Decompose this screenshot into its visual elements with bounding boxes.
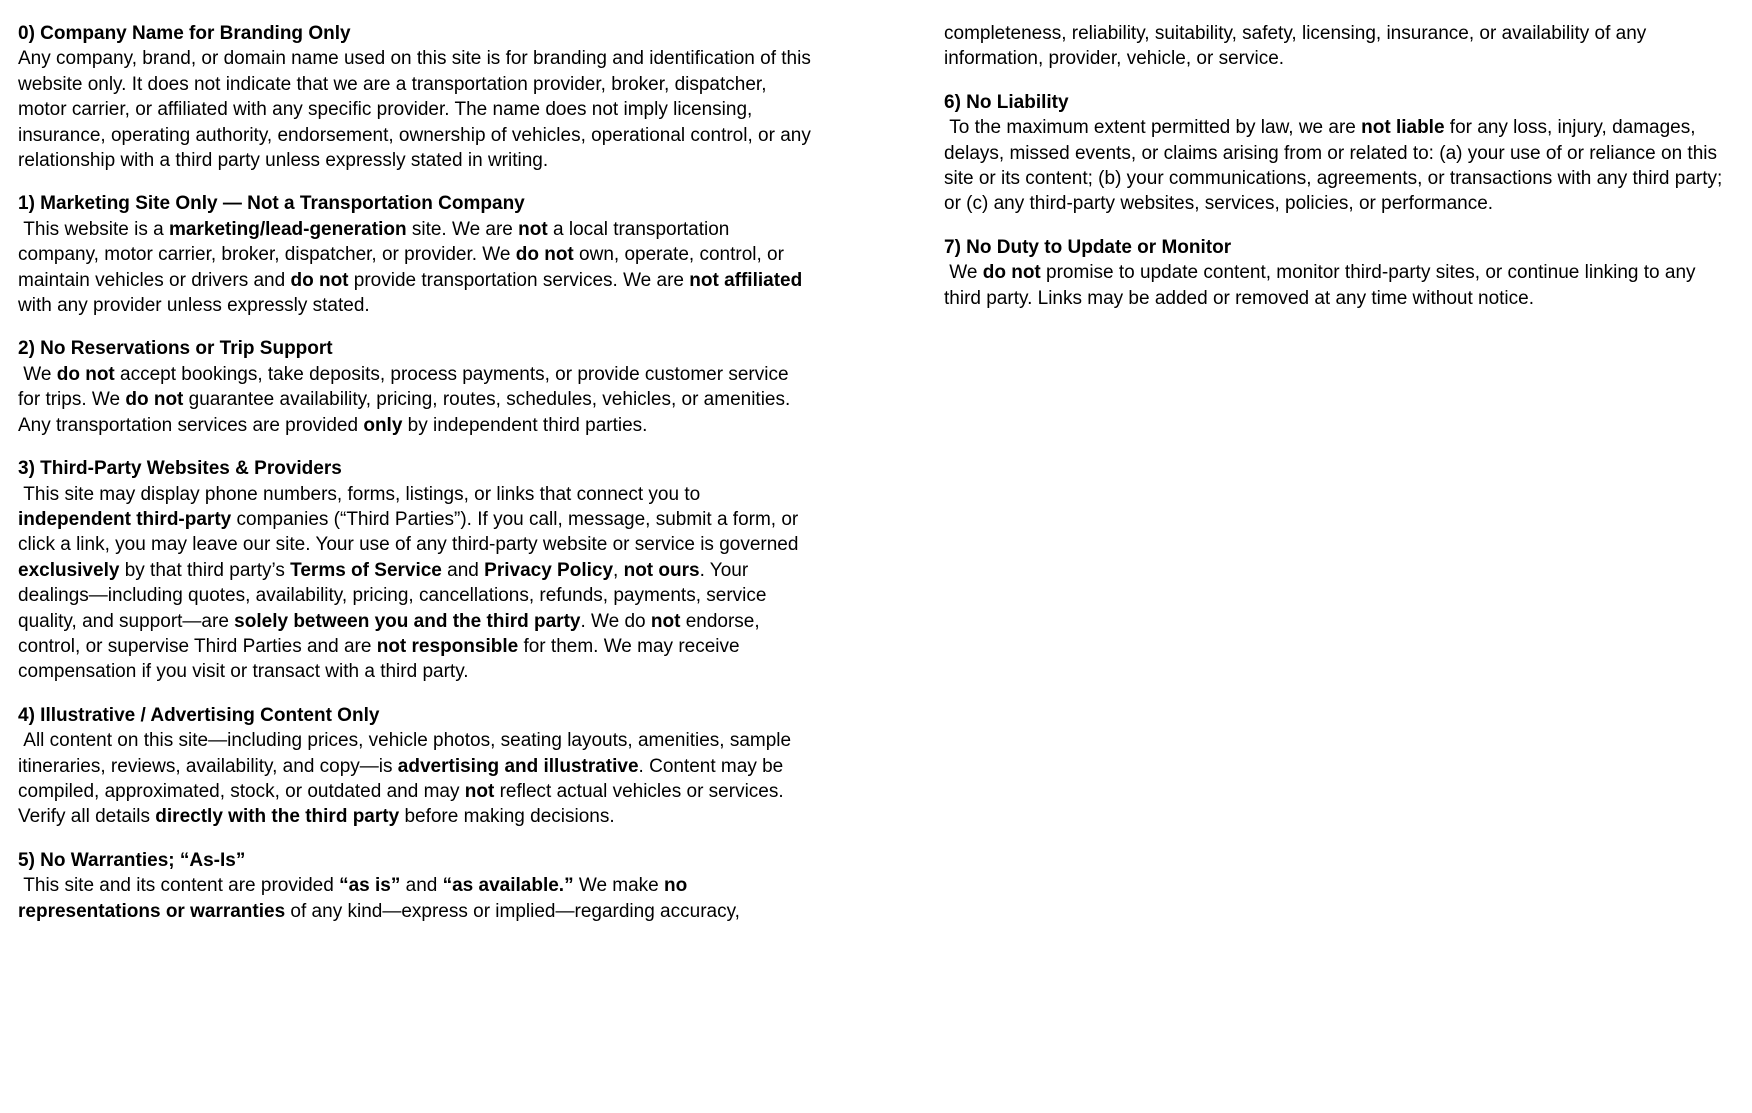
text-run: Any company, brand, or domain name used on this site is for branding and identification of this website only. It does not indicate that we are a transportation provider, broker, dispatcher, motor carrier, or affiliated with any specific provider. The name does not imply licensing, insurance, operating authority, endorsement, ownership of vehicles, operational control, or any relationship with a third party unless expressly stated in writing. (18, 48, 817, 172)
bold-text-run: not (650, 610, 681, 632)
section-body (18, 217, 815, 319)
text-run: . Content may be compiled, approximated, stock, or outdated and may (18, 755, 789, 802)
section-body (18, 482, 815, 685)
bold-text-run: do not (290, 269, 349, 291)
section-body (18, 362, 815, 438)
section-no-liability (944, 90, 1732, 217)
bold-text-run: “as available.” (442, 875, 574, 897)
text-run: own, operate, control, or maintain vehicles or drivers and (18, 244, 790, 291)
bold-text-run: not responsible (376, 635, 519, 657)
text-run: promise to update content, monitor third-party sites, or continue linking to any third party. Links may be added or removed at any time without notice. (944, 262, 1701, 309)
text-run: This site may display phone numbers, forms, listings, or links that connect you to (18, 483, 706, 505)
bold-text-run: Privacy Policy (484, 559, 614, 581)
bold-text-run: not (464, 780, 495, 802)
bold-text-run: exclusively (18, 559, 120, 581)
section-marketing-site-only (18, 191, 815, 318)
bold-text-run: marketing/lead-generation (169, 218, 407, 240)
text-run: and (441, 559, 485, 581)
bold-text-run: do not (125, 389, 184, 411)
text-run: by independent third parties. (402, 414, 648, 436)
bold-text-run: do not (982, 262, 1041, 284)
section-heading: 5) No Warranties; “As-Is” (18, 849, 246, 871)
bold-text-run: do not (515, 244, 574, 266)
text-run: , (613, 559, 624, 581)
section-no-warranties-continued (944, 21, 1732, 72)
section-body (944, 115, 1732, 217)
bold-text-run: do not (56, 363, 115, 385)
section-heading: 0) Company Name for Branding Only (18, 23, 351, 44)
bold-text-run: “as is” (339, 875, 401, 897)
text-run: accept bookings, take deposits, process payments, or provide customer service for trips. We (18, 363, 794, 411)
text-run: reflect actual vehicles or services. Verify all details (18, 780, 789, 828)
text-run: for them. We may receive compensation if you visit or transact with a third party. (18, 635, 745, 683)
bold-text-run: directly with the third party (155, 806, 400, 828)
section-company-name-branding (18, 21, 815, 173)
section-body (18, 873, 815, 924)
text-run: We (18, 363, 57, 385)
text-run: a local transportation company, motor carrier, broker, dispatcher, or provider. We (18, 218, 735, 266)
section-no-duty-to-update (944, 235, 1732, 311)
bold-text-run: solely between you and the third party (234, 610, 581, 632)
text-run: of any kind—express or implied—regarding accuracy, (285, 900, 740, 922)
text-run: completeness, reliability, suitability, safety, licensing, insurance, or availability of any information, provider, vehicle, or service. (944, 23, 1652, 70)
text-run: with any provider unless expressly stated. (18, 269, 808, 317)
text-run: . Your dealings—including quotes, availability, pricing, cancellations, refunds, payments, service quality, and support—are (18, 559, 772, 632)
bold-text-run: not affiliated (689, 269, 803, 291)
text-run: We (944, 262, 983, 284)
text-run: companies (“Third Parties”). If you call, message, submit a form, or click a link, you may leave our site. Your use of any third-party website or service is governed (18, 508, 804, 556)
text-run: All content on this site—including prices, vehicle photos, seating layouts, amenities, sample itineraries, reviews, availability, and copy—is (18, 730, 797, 777)
text-run: by that third party’s (119, 559, 291, 581)
text-run: We make (573, 875, 665, 897)
text-run: This website is a (18, 218, 170, 240)
section-no-reservations (18, 336, 815, 438)
text-run: This site and its content are provided (18, 875, 340, 897)
bold-text-run: advertising and illustrative (397, 755, 639, 777)
section-heading: 1) Marketing Site Only — Not a Transportation Company (18, 193, 525, 215)
section-body (944, 260, 1732, 311)
section-heading: 4) Illustrative / Advertising Content Only (18, 704, 380, 726)
bold-text-run: Terms of Service (290, 559, 442, 581)
section-body (944, 21, 1732, 72)
bold-text-run: not ours (623, 559, 700, 581)
bold-text-run: only (363, 414, 403, 436)
section-no-warranties (18, 848, 815, 924)
section-heading: 7) No Duty to Update or Monitor (944, 236, 1232, 258)
section-heading: 2) No Reservations or Trip Support (18, 338, 333, 360)
text-run: provide transportation services. We are (348, 269, 690, 291)
section-illustrative-content (18, 703, 815, 830)
section-third-party-websites (18, 456, 815, 685)
text-run: . We do (580, 610, 651, 632)
text-run: for any loss, injury, damages, delays, missed events, or claims arising from or related to: (a) your use of or reliance on this site or its content; (b) your communications, agreements, or transactions with any third party; or (c) any third-party websites, services, policies, or performance. (944, 117, 1728, 215)
bold-text-run: not liable (1361, 117, 1445, 139)
bold-text-run: no representations or warranties (18, 875, 693, 922)
bold-text-run: not (518, 218, 548, 240)
text-run: before making decisions. (399, 806, 615, 828)
right-column (944, 21, 1732, 942)
section-heading: 6) No Liability (944, 91, 1069, 113)
section-body (18, 46, 815, 173)
text-run: To the maximum extent permitted by law, we are (944, 117, 1362, 139)
text-run: and (400, 875, 443, 897)
text-run: guarantee availability, pricing, routes, schedules, vehicles, or amenities. Any transportation services are provided (18, 389, 795, 436)
text-run: site. We are (406, 218, 519, 240)
section-body (18, 728, 815, 830)
text-run: endorse, control, or supervise Third Parties and are (18, 610, 765, 657)
left-column (18, 21, 815, 942)
section-heading: 3) Third-Party Websites & Providers (18, 458, 342, 480)
bold-text-run: independent third-party (18, 508, 232, 530)
